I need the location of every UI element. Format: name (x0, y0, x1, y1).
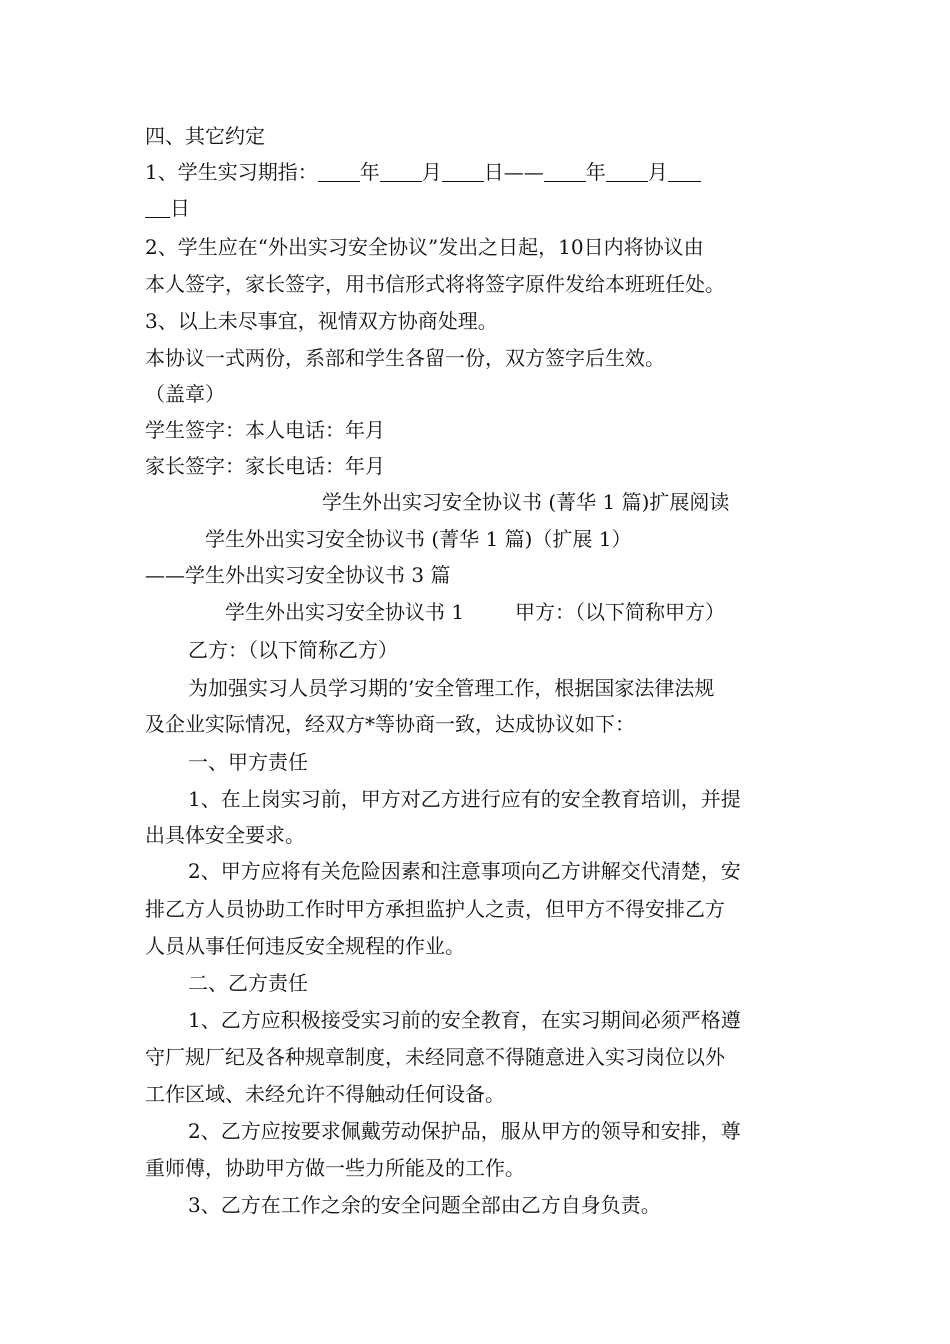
year-label: 年 (585, 160, 606, 184)
blank-field (442, 159, 484, 182)
internship-period-line-cont (145, 190, 805, 226)
paragraph-line: 2、甲方应将有关危险因素和注意事项向乙方讲解交代清楚，安 (188, 859, 741, 883)
extended-series-title: ——学生外出实习安全协议书 3 篇 (145, 563, 451, 587)
internship-period-line (145, 154, 805, 190)
blank-field (318, 159, 360, 182)
paragraph-line: 2、学生应在“外出实习安全协议”发出之日起，10日内将协议由 (145, 235, 704, 259)
section-heading-other: 四、其它约定 (145, 124, 265, 148)
party-b-line: 乙方：（以下简称乙方） (188, 638, 398, 662)
day-label: 日 (170, 196, 190, 220)
paragraph-line: 本协议一式两份，系部和学生各留一份，双方签字后生效。 (145, 346, 665, 370)
paragraph-line: 排乙方人员协助工作时甲方承担监护人之责，但甲方不得安排乙方 (145, 897, 725, 921)
blank-field (606, 159, 648, 182)
dash: —— (503, 160, 544, 184)
extended-subtitle: 学生外出实习安全协议书 (菁华 1 篇)（扩展 1） (205, 527, 632, 551)
seal-line: （盖章） (145, 382, 225, 406)
agreement-title-party-a: 学生外出实习安全协议书 1 甲方：（以下简称甲方） (225, 600, 725, 624)
paragraph-line: 1、乙方应积极接受实习前的安全教育，在实习期间必须严格遵 (188, 1008, 741, 1032)
blank-field (380, 159, 422, 182)
paragraph-line: 本人签字，家长签字，用书信形式将将签字原件发给本班班任处。 (145, 272, 725, 296)
month-label: 月 (647, 160, 668, 184)
paragraph-line: 人员从事任何违反安全规程的作业。 (145, 934, 465, 958)
period-prefix: 1、学生实习期指： (145, 160, 318, 184)
paragraph-line: 2、乙方应按要求佩戴劳动保护品，服从甲方的领导和安排，尊 (188, 1119, 741, 1143)
paragraph-line: 及企业实际情况，经双方*等协商一致，达成协议如下： (145, 712, 635, 736)
blank-field (544, 159, 586, 182)
paragraph-line: 出具体安全要求。 (145, 823, 305, 847)
extended-reading-title: 学生外出实习安全协议书 (菁华 1 篇)扩展阅读 (322, 490, 730, 514)
student-signature-line: 学生签字：本人电话：年月 (145, 418, 385, 442)
day-label: 日 (483, 160, 504, 184)
section-heading-party-b: 二、乙方责任 (188, 971, 308, 995)
parent-signature-line: 家长签字：家长电话：年月 (145, 454, 385, 478)
paragraph-line: 3、乙方在工作之余的安全问题全部由乙方自身负责。 (188, 1193, 661, 1217)
paragraph-line: 重师傅，协助甲方做一些力所能及的工作。 (145, 1156, 525, 1180)
blank-field (145, 195, 170, 218)
paragraph-line: 3、以上未尽事宜，视情双方协商处理。 (145, 309, 498, 333)
month-label: 月 (421, 160, 442, 184)
section-heading-party-a: 一、甲方责任 (188, 750, 308, 774)
year-label: 年 (359, 160, 380, 184)
paragraph-line: 为加强实习人员学习期的’安全管理工作，根据国家法律法规 (188, 676, 715, 700)
paragraph-line: 1、在上岗实习前，甲方对乙方进行应有的安全教育培训，并提 (188, 787, 741, 811)
paragraph-line: 工作区域、未经允许不得触动任何设备。 (145, 1082, 505, 1106)
blank-field (668, 159, 701, 182)
paragraph-line: 守厂规厂纪及各种规章制度，未经同意不得随意进入实习岗位以外 (145, 1045, 725, 1069)
